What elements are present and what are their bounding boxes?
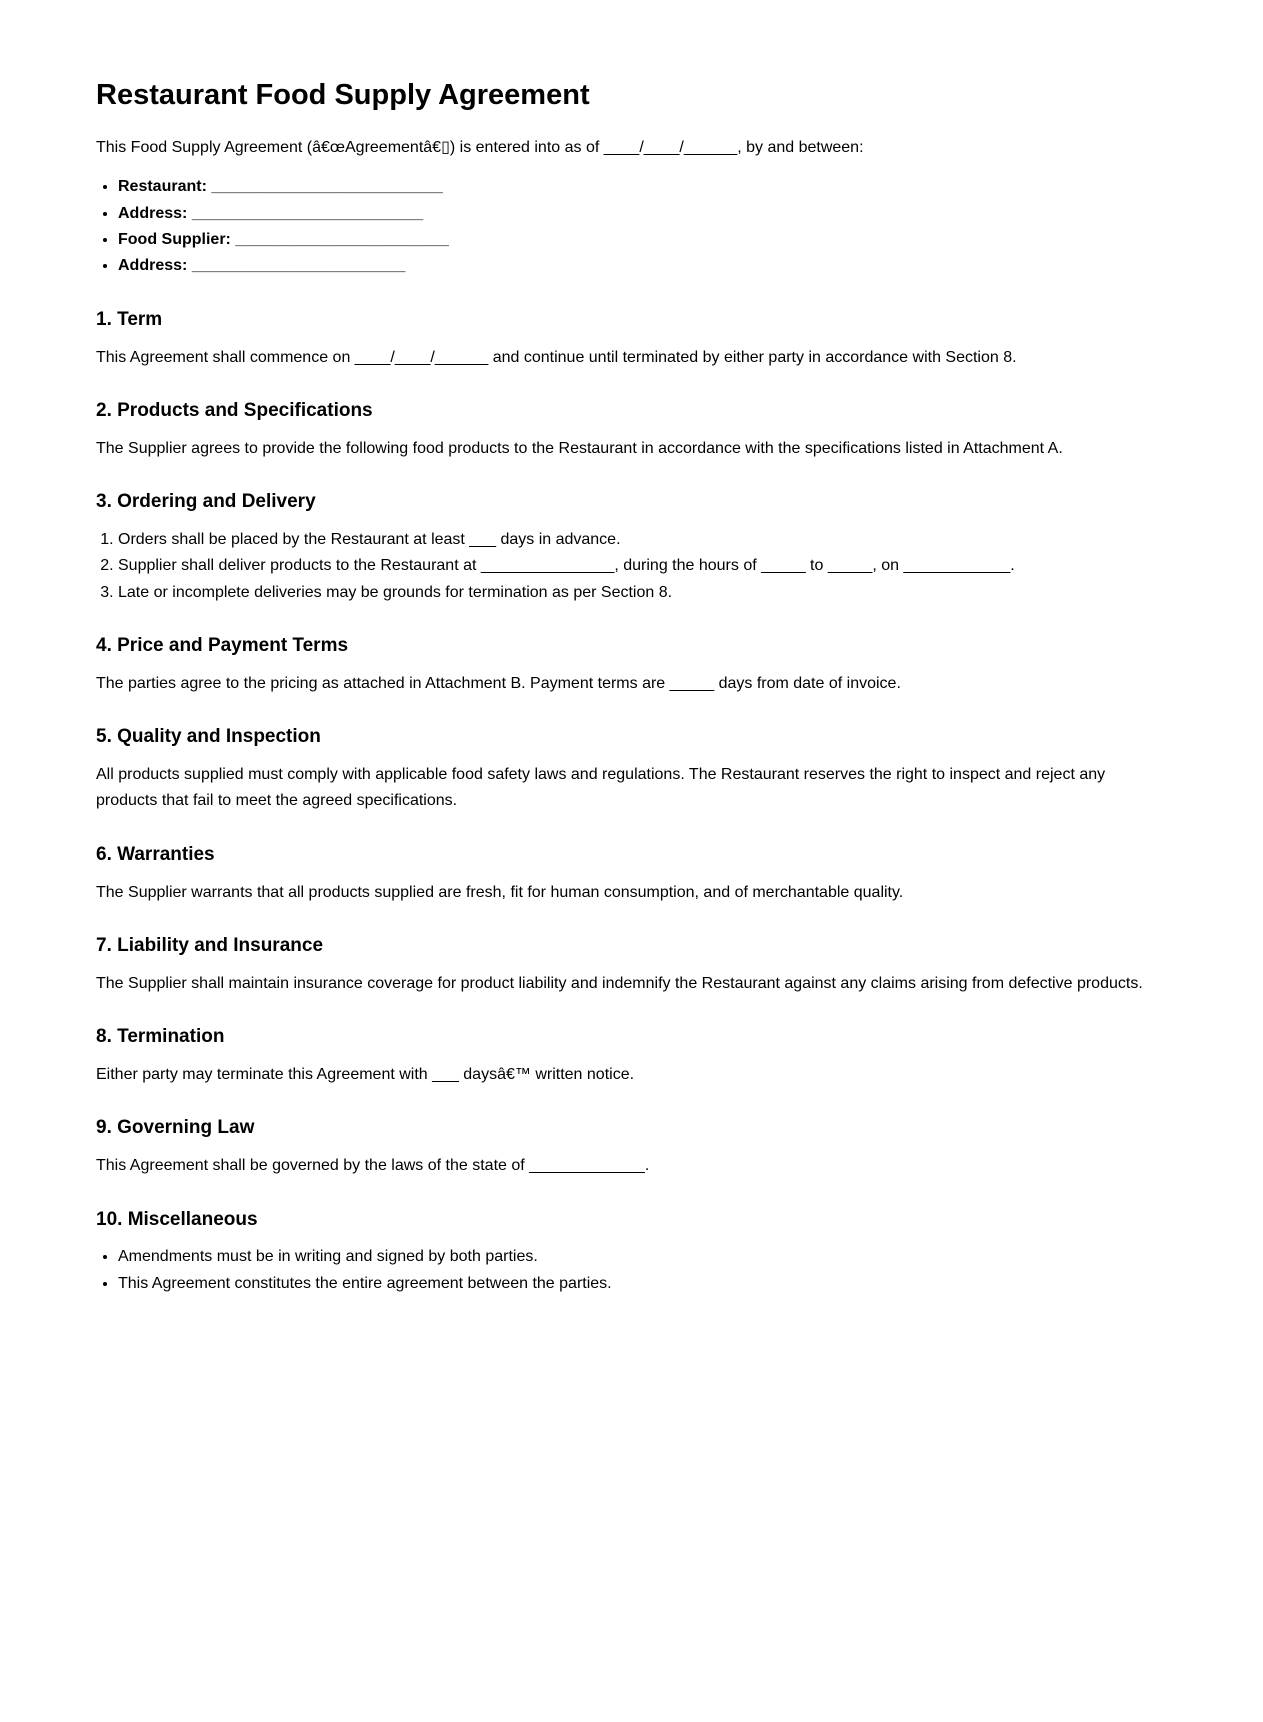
section-quality-paragraph: All products supplied must comply with applicable food safety laws and regulations. The Restaurant reserves the right to inspect and reject any products that fail to meet the agreed specifications. (96, 766, 1106, 810)
section-warranties-paragraph: The Supplier warrants that all products supplied are fresh, fit for human consumption, and of merchantable quality. (96, 883, 904, 901)
section-term (96, 309, 1167, 371)
party-label-restaurant: Restaurant: (118, 178, 207, 196)
ordering-item-2: 2. Supplier shall deliver products to the Restaurant at _______________, during the hours of _____ to _____, on ____________. (118, 553, 1167, 579)
section-products-specifications (96, 400, 1167, 462)
section-price-heading: 4. Price and Payment Terms (96, 635, 349, 657)
section-warranties (96, 844, 1167, 906)
party-item-restaurant (118, 174, 1167, 200)
section-liability-heading: 7. Liability and Insurance (96, 935, 324, 957)
section-governing-law (96, 1117, 1167, 1179)
section-term-paragraph: This Agreement shall commence on ____/____/______ and continue until terminated by either party in accordance with Section 8. (96, 348, 1017, 366)
party-blank-restaurant: __________________________ (211, 178, 443, 196)
section-warranties-heading: 6. Warranties (96, 843, 215, 865)
section-termination-paragraph: Either party may terminate this Agreement with ___ daysâ€™ written notice. (96, 1066, 635, 1084)
section-miscellaneous-heading: 10. Miscellaneous (96, 1208, 258, 1230)
section-price-paragraph: The parties agree to the pricing as attached in Attachment B. Payment terms are _____ days from date of invoice. (96, 674, 901, 692)
parties-list (96, 174, 1167, 280)
section-products-paragraph: The Supplier agrees to provide the following food products to the Restaurant in accordance with the specifications listed in Attachment A. (96, 439, 1063, 457)
party-item-restaurant-address (118, 201, 1167, 227)
party-label-food-supplier: Food Supplier: (118, 230, 231, 248)
miscellaneous-list (96, 1244, 1167, 1297)
section-ordering-delivery (96, 491, 1167, 606)
section-ordering-heading: 3. Ordering and Delivery (96, 491, 316, 513)
section-term-heading: 1. Term (96, 308, 163, 330)
section-governing-law-paragraph: This Agreement shall be governed by the laws of the state of _____________. (96, 1157, 650, 1175)
party-label-supplier-address: Address: (118, 257, 188, 275)
document-title: Restaurant Food Supply Agreement (96, 79, 590, 111)
party-blank-food-supplier: ________________________ (235, 230, 449, 248)
ordering-delivery-list (96, 527, 1167, 606)
section-price-payment (96, 635, 1167, 697)
party-item-supplier-address (118, 253, 1167, 279)
section-products-heading: 2. Products and Specifications (96, 399, 373, 421)
party-blank-restaurant-address: __________________________ (191, 204, 424, 222)
section-quality-inspection (96, 726, 1167, 815)
section-quality-heading: 5. Quality and Inspection (96, 726, 321, 748)
ordering-item-3: 3. Late or incomplete deliveries may be grounds for termination as per Section 8. (118, 580, 1167, 606)
miscellaneous-item-1: • Amendments must be in writing and signed by both parties. (118, 1244, 1167, 1270)
section-termination (96, 1026, 1167, 1088)
ordering-item-1: 1. Orders shall be placed by the Restaurant at least ___ days in advance. (118, 527, 1167, 553)
section-governing-law-heading: 9. Governing Law (96, 1117, 255, 1139)
party-item-food-supplier (118, 227, 1167, 253)
section-miscellaneous (96, 1209, 1167, 1298)
party-blank-supplier-address: ________________________ (191, 257, 406, 275)
party-label-restaurant-address: Address: (118, 204, 188, 222)
section-liability-insurance (96, 935, 1167, 997)
miscellaneous-item-2: • This Agreement constitutes the entire agreement between the parties. (118, 1271, 1167, 1297)
intro-paragraph: This Food Supply Agreement (â€œAgreementâ€▯) is entered into as of ____/____/______, by and between: (96, 138, 864, 156)
section-liability-paragraph: The Supplier shall maintain insurance coverage for product liability and indemnify the Restaurant against any claims arising from defective products. (96, 974, 1143, 992)
section-termination-heading: 8. Termination (96, 1026, 225, 1048)
